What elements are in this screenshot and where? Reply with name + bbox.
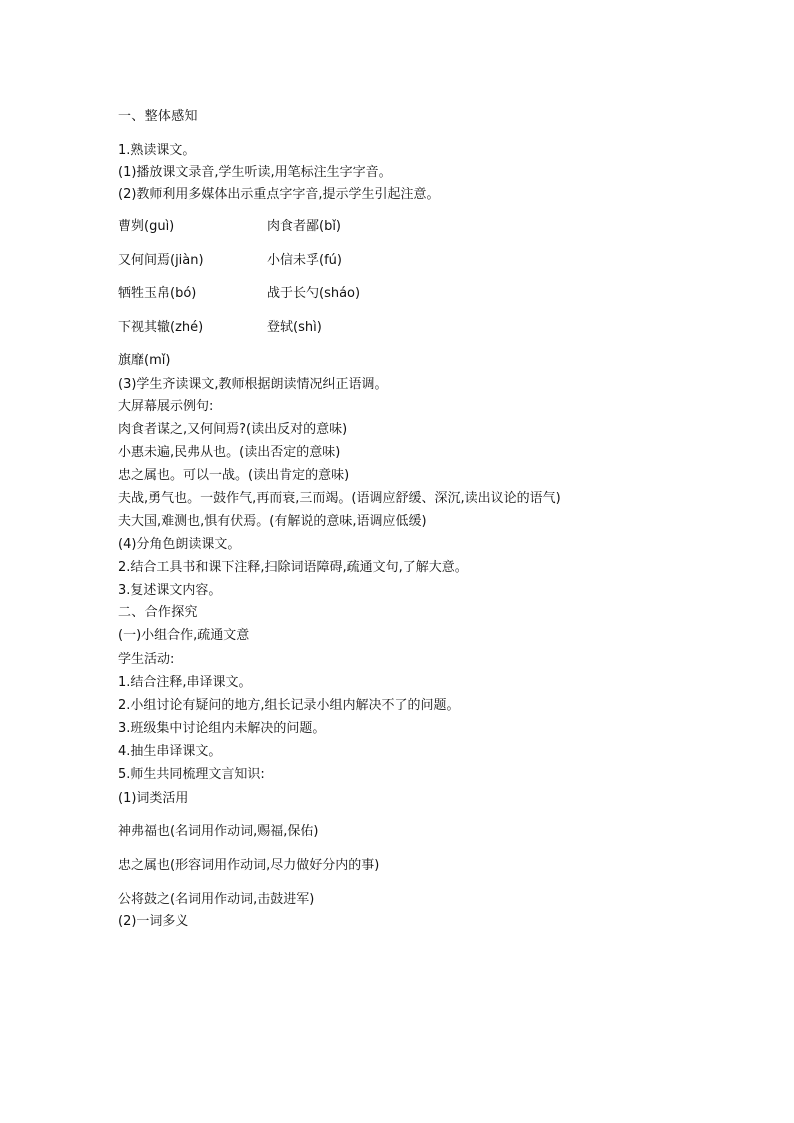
activity-step: 5.师生共同梳理文言知识: (118, 767, 265, 782)
item-retell: 3.复述课文内容。 (118, 583, 222, 598)
pronunciation-right: 战于长勺(sháo) (267, 286, 361, 301)
example-sentence: 夫大国,难测也,惧有伏焉。(有解说的意味,语调应低缓) (118, 514, 427, 529)
section-heading-cooperation: 二、合作探究 (118, 605, 198, 620)
pronunciation-right: 小信未孚(fú) (267, 253, 342, 268)
pronunciation-single: 旗靡(mǐ) (118, 353, 171, 368)
usage-example: 神弗福也(名词用作动词,赐福,保佑) (118, 824, 319, 839)
screen-intro: 大屏幕展示例句: (118, 399, 214, 414)
pronunciation-left: 又何间焉(jiàn) (118, 253, 204, 268)
pronunciation-left: 下视其辙(zhé) (118, 320, 204, 335)
item-annotation: 2.结合工具书和课下注释,扫除词语障碍,疏通文句,了解大意。 (118, 560, 468, 575)
example-sentence: 夫战,勇气也。一鼓作气,再而衰,三而竭。(语调应舒缓、深沉,读出议论的语气) (118, 491, 561, 506)
activity-step: 1.结合注释,串译课文。 (118, 675, 252, 690)
section-heading-overall: 一、整体感知 (118, 109, 198, 124)
pronunciation-right: 肉食者鄙(bǐ) (267, 219, 342, 234)
activity-step: 4.抽生串译课文。 (118, 744, 222, 759)
sub-item-2: (2)教师利用多媒体出示重点字字音,提示学生引起注意。 (118, 187, 440, 202)
pronunciation-left: 曹刿(guì) (118, 219, 175, 234)
part-heading-usage: (1)词类活用 (118, 791, 189, 806)
subsection-heading: (一)小组合作,疏通文意 (118, 628, 250, 643)
sub-item-3: (3)学生齐读课文,教师根据朗读情况纠正语调。 (118, 377, 388, 392)
pronunciation-left: 牺牲玉帛(bó) (118, 286, 197, 301)
part-heading-polysemy: (2)一词多义 (118, 914, 189, 929)
sub-item-1: (1)播放课文录音,学生听读,用笔标注生字字音。 (118, 165, 392, 180)
activity-step: 2.小组讨论有疑问的地方,组长记录小组内解决不了的问题。 (118, 698, 460, 713)
sub-item-4: (4)分角色朗读课文。 (118, 537, 241, 552)
item-read-text: 1.熟读课文。 (118, 143, 196, 158)
usage-example: 公将鼓之(名词用作动词,击鼓进军) (118, 892, 315, 907)
pronunciation-right: 登轼(shì) (267, 320, 322, 335)
example-sentence: 小惠未遍,民弗从也。(读出否定的意味) (118, 445, 341, 460)
activity-label: 学生活动: (118, 652, 175, 667)
usage-example: 忠之属也(形容词用作动词,尽力做好分内的事) (118, 858, 380, 873)
example-sentence: 忠之属也。可以一战。(读出肯定的意味) (118, 468, 350, 483)
activity-step: 3.班级集中讨论组内未解决的问题。 (118, 721, 326, 736)
example-sentence: 肉食者谋之,又何间焉?(读出反对的意味) (118, 422, 348, 437)
